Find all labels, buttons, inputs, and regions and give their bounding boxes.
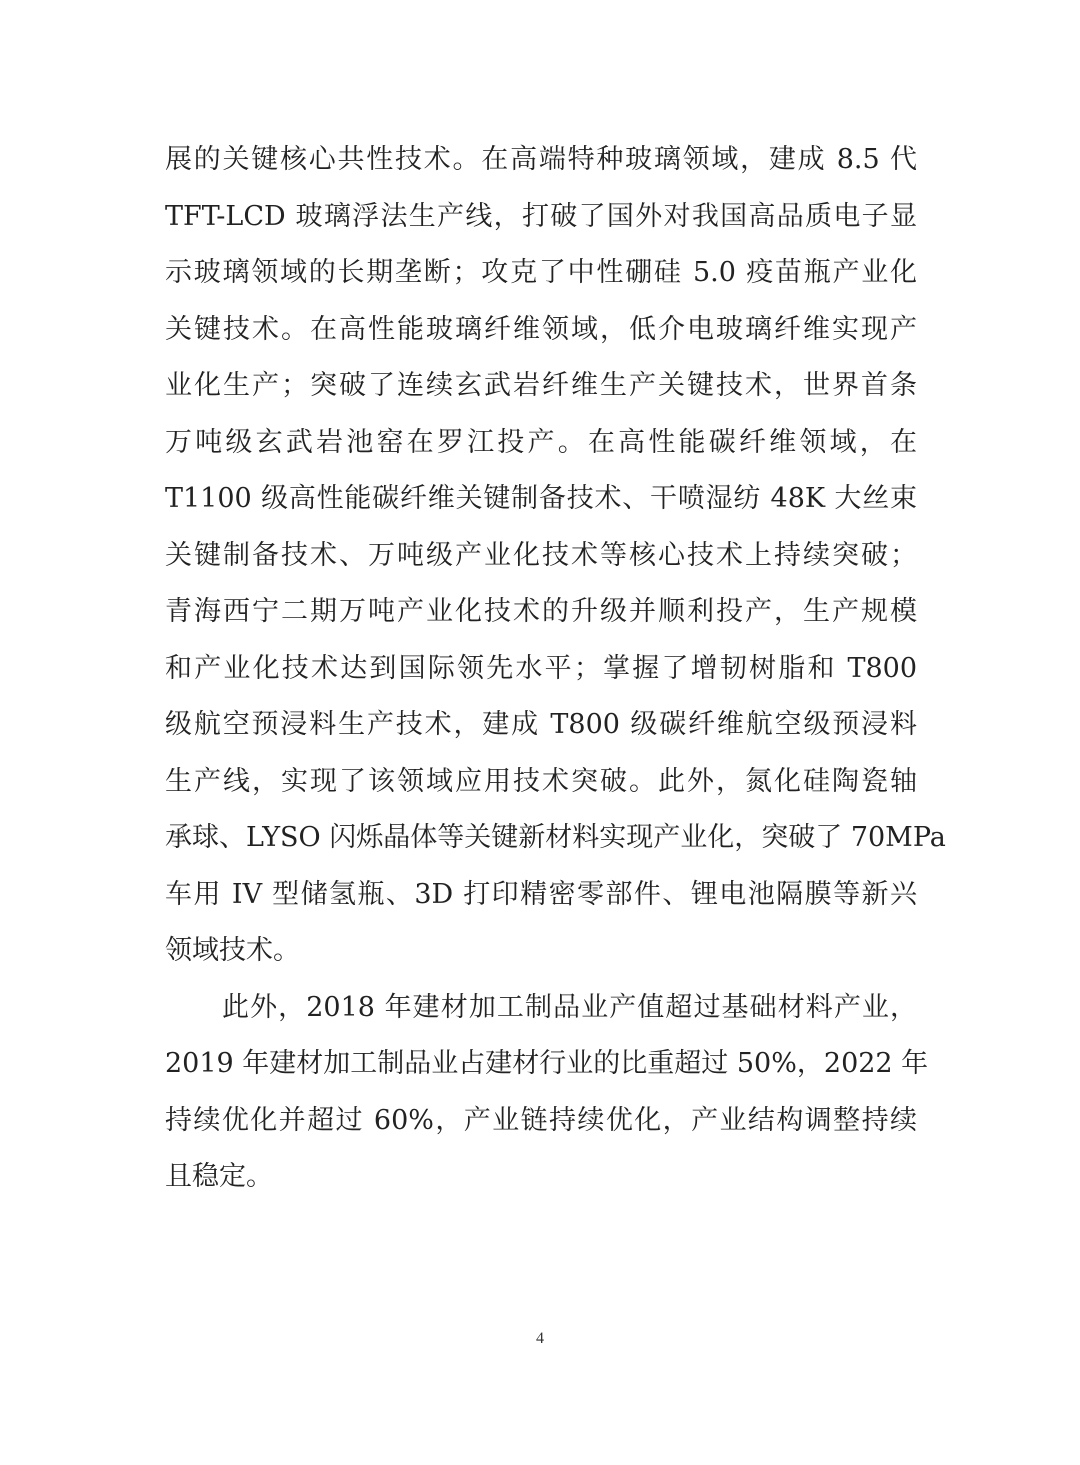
paragraph-line: 级航空预浸料生产技术，建成 T800 级碳纤维航空级预浸料 xyxy=(165,709,917,740)
paragraph-line: 承球、LYSO 闪烁晶体等关键新材料实现产业化，突破了 70MPa xyxy=(165,822,946,853)
paragraph-line: 和产业化技术达到国际领先水平；掌握了增韧树脂和 T800 xyxy=(165,652,917,684)
paragraph-line: TFT-LCD 玻璃浮法生产线，打破了国外对我国高品质电子显 xyxy=(165,200,917,232)
body-text xyxy=(165,132,946,1206)
page-number: 4 xyxy=(536,1330,544,1347)
paragraph-line: 业化生产；突破了连续玄武岩纤维生产关键技术，世界首条 xyxy=(165,370,917,401)
paragraph-line: 此外，2018 年建材加工制品业产值超过基础材料产业， xyxy=(222,991,917,1023)
paragraph-line: 且稳定。 xyxy=(165,1161,273,1192)
paragraph-line: 万吨级玄武岩池窑在罗江投产。在高性能碳纤维领域，在 xyxy=(165,426,917,458)
paragraph-line: 2019 年建材加工制品业占建材行业的比重超过 50%，2022 年 xyxy=(165,1048,929,1079)
paragraph-line: 展的关键核心共性技术。在高端特种玻璃领域，建成 8.5 代 xyxy=(165,144,917,175)
paragraph-line: 关键制备技术、万吨级产业化技术等核心技术上持续突破； xyxy=(165,539,917,571)
paragraph-2 xyxy=(165,980,929,1206)
paragraph-line: 车用 IV 型储氢瓶、3D 打印精密零部件、锂电池隔膜等新兴 xyxy=(165,878,917,910)
paragraph-line: 示玻璃领域的长期垄断；攻克了中性硼硅 5.0 疫苗瓶产业化 xyxy=(165,257,917,288)
paragraph-line: 青海西宁二期万吨产业化技术的升级并顺利投产，生产规模 xyxy=(165,596,917,627)
paragraph-line: 关键技术。在高性能玻璃纤维领域，低介电玻璃纤维实现产 xyxy=(165,313,917,345)
paragraph-1 xyxy=(165,132,946,980)
paragraph-line: 领域技术。 xyxy=(165,935,300,966)
paragraph-line: T1100 级高性能碳纤维关键制备技术、干喷湿纺 48K 大丝束 xyxy=(165,483,917,514)
paragraph-line: 生产线，实现了该领域应用技术突破。此外，氮化硅陶瓷轴 xyxy=(165,765,917,797)
paragraph-line: 持续优化并超过 60%，产业链持续优化，产业结构调整持续 xyxy=(165,1104,917,1136)
